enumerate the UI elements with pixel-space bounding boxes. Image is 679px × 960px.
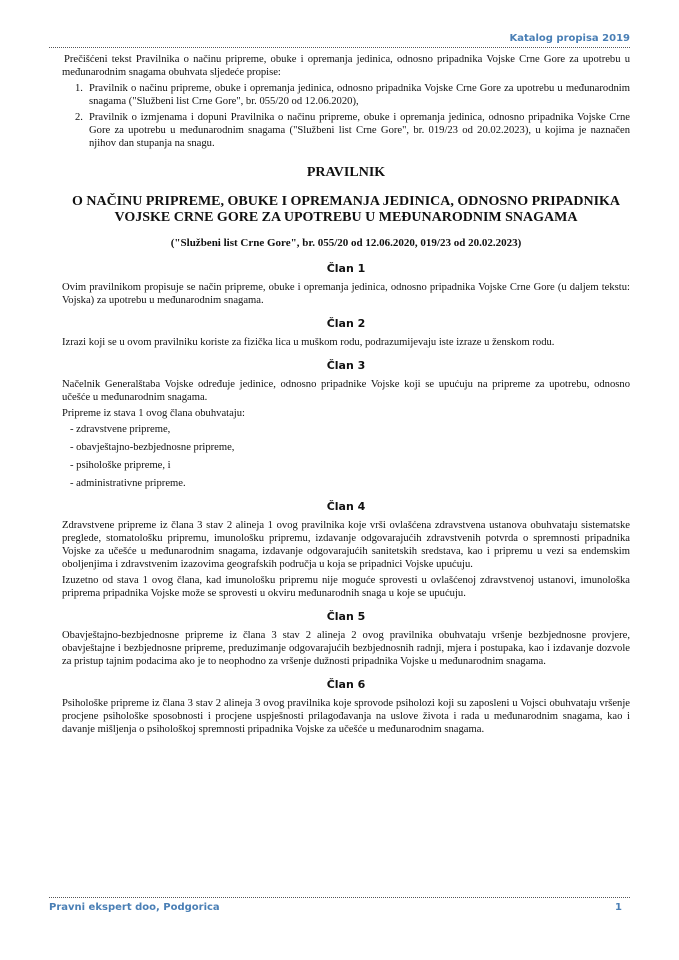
article-paragraph: Načelnik Generalštaba Vojske određuje jedinice, odnosno pripadnike Vojske koji se upućuju na pripreme za upotrebu, odnosno učešće u međunarodnim snagama. xyxy=(62,379,630,403)
article-heading: Član 3 xyxy=(326,359,366,372)
list-item xyxy=(75,82,630,108)
list-item: - zdravstvene pripreme, xyxy=(70,424,171,435)
document-title: PRAVILNIK xyxy=(306,165,386,180)
footer-company: Pravni ekspert doo, Podgorica xyxy=(49,902,220,913)
article-heading: Član 6 xyxy=(326,678,366,691)
list-item: - psihološke pripreme, i xyxy=(70,460,171,471)
article-1 xyxy=(62,262,630,307)
list-item xyxy=(75,111,630,150)
article-heading: Član 4 xyxy=(326,500,366,513)
article-paragraph: Izrazi koji se u ovom pravilniku koriste za fizička lica u muškom rodu, podrazumijevaju iste izraze u ženskom rodu. xyxy=(62,337,555,348)
article-3 xyxy=(62,359,630,490)
article-paragraph: Pripreme iz stava 1 ovog člana obuhvataju: xyxy=(62,408,245,419)
article-6 xyxy=(62,678,630,736)
intro-text: Prečišćeni tekst Pravilnika o načinu pripreme, obuke i opremanja jedinica, odnosno pripadnika Vojske Crne Gore za upotrebu u međunarodnim snagama obuhvata sljedeće propise: xyxy=(62,54,630,78)
list-item-number: 2. xyxy=(75,112,83,123)
article-4 xyxy=(62,500,630,600)
list-item: - administrativne pripreme. xyxy=(70,478,186,489)
article-paragraph: Izuzetno od stava 1 ovog člana, kad imunološku pripremu nije moguće sprovesti u ovlašćenoj zdravstvenoj ustanovi, imunološka priprema pripadnika Vojske može se sprovesti u okviru međunarodnih snaga u koje se upućuju. xyxy=(62,575,630,599)
page-content xyxy=(62,53,630,739)
list-item: - obavještajno-bezbjednosne pripreme, xyxy=(70,442,235,453)
header-brand: Katalog propisa 2019 xyxy=(509,33,630,44)
article-5 xyxy=(62,610,630,668)
intro-list xyxy=(62,82,630,150)
header-divider xyxy=(49,47,630,48)
gazette-reference: ("Službeni list Crne Gore", br. 055/20 od 12.06.2020, 019/23 od 20.02.2023) xyxy=(170,237,522,249)
list-item-text: Pravilnik o izmjenama i dopuni Pravilnika o načinu pripreme, obuke i opremanja jedinica, odnosno pripadnika Vojske Crne Gore za upotrebu u međunarodnim snagama ("Službeni list Crne Gore", br. 019/23 od 20.02.2023), u kojima je naznačen njihov dan stupanja na snagu. xyxy=(89,112,630,149)
article-heading: Član 2 xyxy=(326,317,366,330)
article-heading: Član 1 xyxy=(326,262,366,275)
article-paragraph: Obavještajno-bezbjednosne pripreme iz člana 3 stav 2 alineja 2 ovog pravilnika obuhvataju vršenje bezbjednosne provjere, obavještajne i bezbjednosne pripreme, preduzimanje odgovarajućih bezbjednosnih radnji, mjera i postupaka, kao i izdavanje dozvole za pristup tajnim podacima ako je to neophodno za vršenje dužnosti pripadnika Vojske u međunarodnim snagama. xyxy=(62,630,630,667)
footer-divider xyxy=(49,897,630,898)
article-2 xyxy=(62,317,630,349)
document-subtitle: O NAČINU PRIPREME, OBUKE I OPREMANJA JEDINICA, ODNOSNO PRIPADNIKA VOJSKE CRNE GORE ZA UPOTREBU U MEĐUNARODNIM SNAGAMA xyxy=(71,194,621,225)
list-item-number: 1. xyxy=(75,83,83,94)
article-paragraph: Psihološke pripreme iz člana 3 stav 2 alineja 3 ovog pravilnika koje sprovode psiholozi koji su zaposleni u Vojsci obuhvataju vršenje procjene psihološke sposobnosti i procjene uspješnosti prilagođavanja na uslove života i rada u međunarodnim snagama, kao i davanje mišljenja o psihološkoj spremnosti pripadnika Vojske za učešće u međunarodnim snagama. xyxy=(62,698,630,735)
list-item-text: Pravilnik o načinu pripreme, obuke i opremanja jedinica, odnosno pripadnika Vojske Crne Gore za upotrebu u međunarodnim snagama ("Službeni list Crne Gore", br. 055/20 od 12.06.2020), xyxy=(89,83,630,107)
article-paragraph: Zdravstvene pripreme iz člana 3 stav 2 alineja 1 ovog pravilnika koje vrši ovlašćena zdravstvena ustanova obuhvataju sistematske preglede, stomatološku pripremu, imunološku pripremu, izdavanje odgovarajućih zdravstvenih potvrda o spremnosti pripadnika Vojske za učešće u međunarodnim snagama, izdavanje odgovarajućih sanitetskih sredstava, kao i pripremu u vezi sa endemskim oboljenjima i zdravstvenim izazovima geografskih područja u koja se pripadnici Vojske upućuju. xyxy=(62,520,630,570)
page-number: 1 xyxy=(615,902,622,913)
article-heading: Član 5 xyxy=(326,610,366,623)
article-paragraph: Ovim pravilnikom propisuje se način pripreme, obuke i opremanja jedinica, odnosno pripadnika Vojske Crne Gore (u daljem tekstu: Vojska) za upotrebu u međunarodnim snagama. xyxy=(62,282,630,306)
preparation-list xyxy=(70,423,630,490)
